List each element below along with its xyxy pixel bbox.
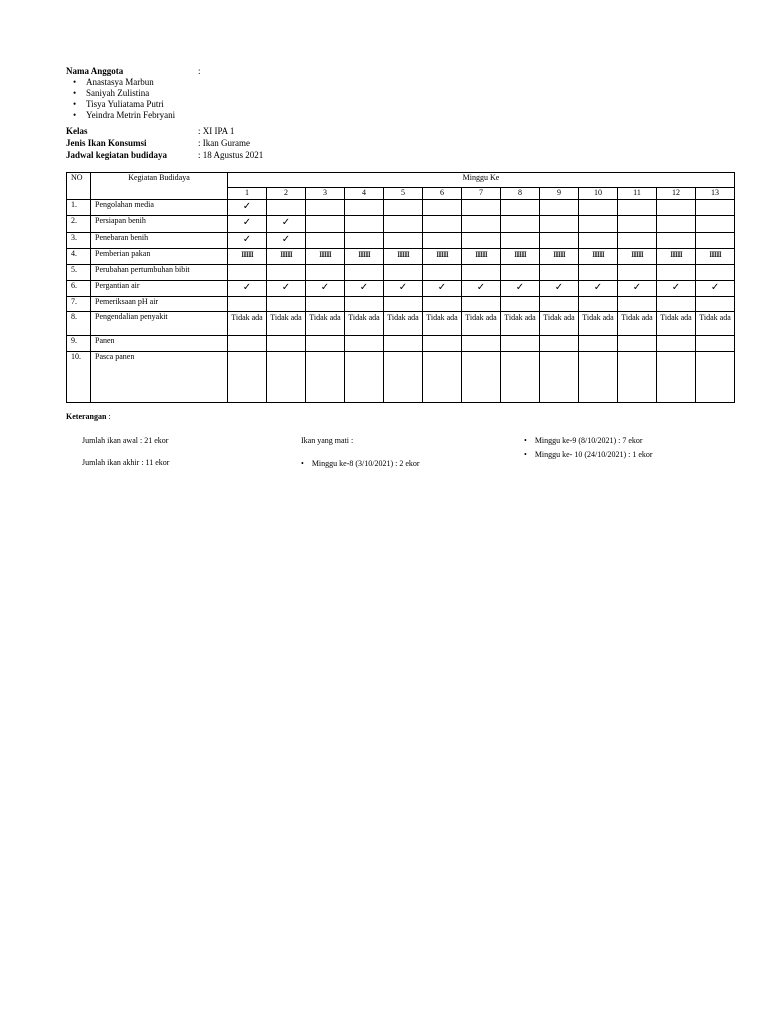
empty-cell <box>345 200 384 216</box>
empty-cell <box>423 233 462 249</box>
row-number: 9. <box>67 336 91 352</box>
check-mark: ✓ <box>228 233 267 249</box>
keterangan <box>66 412 111 421</box>
tally-mark: IIIIIII <box>423 249 462 265</box>
empty-cell <box>618 200 657 216</box>
empty-cell <box>423 336 462 352</box>
status-cell: Tidak ada <box>228 312 267 336</box>
empty-cell <box>345 297 384 312</box>
empty-cell <box>501 352 540 403</box>
empty-cell <box>423 216 462 233</box>
activity-name: Pengolahan media <box>91 200 228 216</box>
empty-cell <box>696 336 735 352</box>
tally-mark: IIIIIII <box>618 249 657 265</box>
keterangan-colon: : <box>106 412 111 421</box>
activity-name: Pasca panen <box>91 352 228 403</box>
empty-cell <box>657 297 696 312</box>
empty-cell <box>462 297 501 312</box>
empty-cell <box>423 297 462 312</box>
empty-cell <box>423 200 462 216</box>
week-header: 7 <box>462 188 501 200</box>
empty-cell <box>306 352 345 403</box>
table-row <box>67 297 735 312</box>
empty-cell <box>579 336 618 352</box>
row-number: 8. <box>67 312 91 336</box>
check-mark: ✓ <box>540 281 579 297</box>
tally-mark: IIIIIII <box>462 249 501 265</box>
status-cell: Tidak ada <box>423 312 462 336</box>
week-header: 10 <box>579 188 618 200</box>
mati-item: • Minggu ke- 10 (24/10/2021) : 1 ekor <box>524 450 653 459</box>
empty-cell <box>579 233 618 249</box>
status-cell: Tidak ada <box>696 312 735 336</box>
status-cell: Tidak ada <box>306 312 345 336</box>
status-cell: Tidak ada <box>345 312 384 336</box>
empty-cell <box>579 216 618 233</box>
empty-cell <box>696 265 735 281</box>
tally-mark: IIIIIII <box>501 249 540 265</box>
row-number: 10. <box>67 352 91 403</box>
status-cell: Tidak ada <box>618 312 657 336</box>
status-cell: Tidak ada <box>267 312 306 336</box>
check-mark: ✓ <box>462 281 501 297</box>
empty-cell <box>618 216 657 233</box>
empty-cell <box>306 216 345 233</box>
week-header: 5 <box>384 188 423 200</box>
empty-cell <box>696 352 735 403</box>
week-header: 9 <box>540 188 579 200</box>
empty-cell <box>345 352 384 403</box>
empty-cell <box>618 336 657 352</box>
tally-mark: IIIIIII <box>657 249 696 265</box>
empty-cell <box>501 216 540 233</box>
empty-cell <box>579 352 618 403</box>
empty-cell <box>540 265 579 281</box>
check-mark: ✓ <box>228 216 267 233</box>
check-mark: ✓ <box>267 233 306 249</box>
table-row <box>67 216 735 233</box>
empty-cell <box>657 200 696 216</box>
empty-cell <box>501 265 540 281</box>
empty-cell <box>501 233 540 249</box>
empty-cell <box>384 297 423 312</box>
table-row <box>67 200 735 216</box>
check-mark: ✓ <box>618 281 657 297</box>
empty-cell <box>384 216 423 233</box>
jenis-ikan-label: Jenis Ikan Konsumsi <box>66 138 147 148</box>
schedule-table <box>66 172 735 403</box>
member-list <box>70 77 175 121</box>
activity-name: Penebaran benih <box>91 233 228 249</box>
keterangan-label: Keterangan <box>66 412 107 421</box>
activity-name: Persiapan benih <box>91 216 228 233</box>
empty-cell <box>579 200 618 216</box>
tally-mark: IIIIIII <box>345 249 384 265</box>
check-mark: ✓ <box>579 281 618 297</box>
empty-cell <box>657 336 696 352</box>
empty-cell <box>657 216 696 233</box>
header-no: NO <box>67 173 91 200</box>
jadwal-label: Jadwal kegiatan budidaya <box>66 150 168 160</box>
tally-mark: IIIIIII <box>384 249 423 265</box>
week-header: 2 <box>267 188 306 200</box>
empty-cell <box>345 265 384 281</box>
table-row <box>67 233 735 249</box>
member-item: • Yeindra Metrin Febryani <box>70 110 175 121</box>
activity-name: Pengendalian penyakit <box>91 312 228 336</box>
activity-name: Pemeriksaan pH air <box>91 297 228 312</box>
empty-cell <box>423 265 462 281</box>
week-header: 11 <box>618 188 657 200</box>
anggota-label: Nama Anggota <box>66 66 124 76</box>
tally-mark: IIIIIII <box>228 249 267 265</box>
member-item: • Anastasya Marbun <box>70 77 175 88</box>
empty-cell <box>306 336 345 352</box>
empty-cell <box>501 200 540 216</box>
empty-cell <box>618 233 657 249</box>
empty-cell <box>696 297 735 312</box>
table-row <box>67 336 735 352</box>
week-header: 6 <box>423 188 462 200</box>
row-number: 5. <box>67 265 91 281</box>
row-number: 3. <box>67 233 91 249</box>
week-header: 13 <box>696 188 735 200</box>
activity-name: Pemberian pakan <box>91 249 228 265</box>
empty-cell <box>306 297 345 312</box>
ikan-mati-label: Ikan yang mati : <box>301 436 354 445</box>
empty-cell <box>345 336 384 352</box>
table-row <box>67 352 735 403</box>
empty-cell <box>306 233 345 249</box>
jenis-ikan-value: : Ikan Gurame <box>198 138 250 148</box>
empty-cell <box>345 233 384 249</box>
empty-cell <box>579 297 618 312</box>
anggota-colon: : <box>198 66 201 76</box>
check-mark: ✓ <box>696 281 735 297</box>
empty-cell <box>267 200 306 216</box>
empty-cell <box>306 200 345 216</box>
empty-cell <box>462 265 501 281</box>
check-mark: ✓ <box>345 281 384 297</box>
empty-cell <box>267 352 306 403</box>
jumlah-akhir: Jumlah ikan akhir : 11 ekor <box>82 458 170 467</box>
empty-cell <box>228 297 267 312</box>
check-mark: ✓ <box>228 200 267 216</box>
empty-cell <box>228 336 267 352</box>
empty-cell <box>267 297 306 312</box>
table-row <box>67 265 735 281</box>
tally-mark: IIIIIII <box>267 249 306 265</box>
table-row <box>67 312 735 336</box>
empty-cell <box>423 352 462 403</box>
empty-cell <box>540 216 579 233</box>
week-header: 12 <box>657 188 696 200</box>
row-number: 1. <box>67 200 91 216</box>
empty-cell <box>384 352 423 403</box>
empty-cell <box>462 233 501 249</box>
empty-cell <box>540 200 579 216</box>
empty-cell <box>462 352 501 403</box>
empty-cell <box>696 233 735 249</box>
kelas-value: : XI IPA 1 <box>198 126 235 136</box>
empty-cell <box>657 352 696 403</box>
empty-cell <box>384 265 423 281</box>
empty-cell <box>267 336 306 352</box>
status-cell: Tidak ada <box>501 312 540 336</box>
empty-cell <box>540 297 579 312</box>
check-mark: ✓ <box>306 281 345 297</box>
empty-cell <box>540 352 579 403</box>
week-header: 4 <box>345 188 384 200</box>
empty-cell <box>384 233 423 249</box>
empty-cell <box>618 352 657 403</box>
status-cell: Tidak ada <box>579 312 618 336</box>
row-number: 7. <box>67 297 91 312</box>
empty-cell <box>657 265 696 281</box>
header-kegiatan: Kegiatan Budidaya <box>91 173 228 200</box>
week-header: 3 <box>306 188 345 200</box>
check-mark: ✓ <box>228 281 267 297</box>
empty-cell <box>384 336 423 352</box>
mati-item: • Minggu ke-8 (3/10/2021) : 2 ekor <box>301 459 420 468</box>
check-mark: ✓ <box>501 281 540 297</box>
week-header: 1 <box>228 188 267 200</box>
tally-mark: IIIIIII <box>696 249 735 265</box>
status-cell: Tidak ada <box>657 312 696 336</box>
empty-cell <box>618 265 657 281</box>
empty-cell <box>462 200 501 216</box>
empty-cell <box>540 233 579 249</box>
empty-cell <box>228 265 267 281</box>
member-item: • Saniyah Zulistina <box>70 88 175 99</box>
activity-name: Perubahan pertumbuhan bibit <box>91 265 228 281</box>
check-mark: ✓ <box>384 281 423 297</box>
empty-cell <box>540 336 579 352</box>
tally-mark: IIIIIII <box>306 249 345 265</box>
empty-cell <box>501 297 540 312</box>
tally-mark: IIIIIII <box>540 249 579 265</box>
empty-cell <box>618 297 657 312</box>
week-header: 8 <box>501 188 540 200</box>
tally-mark: IIIIIII <box>579 249 618 265</box>
row-number: 2. <box>67 216 91 233</box>
empty-cell <box>267 265 306 281</box>
mati-item: • Minggu ke-9 (8/10/2021) : 7 ekor <box>524 436 643 445</box>
empty-cell <box>696 216 735 233</box>
row-number: 6. <box>67 281 91 297</box>
empty-cell <box>462 216 501 233</box>
activity-name: Panen <box>91 336 228 352</box>
empty-cell <box>306 265 345 281</box>
jumlah-awal: Jumlah ikan awal : 21 ekor <box>82 436 169 445</box>
header-minggu: Minggu Ke <box>228 173 735 188</box>
empty-cell <box>345 216 384 233</box>
table-row <box>67 249 735 265</box>
member-item: • Tisya Yuliatama Putri <box>70 99 175 110</box>
check-mark: ✓ <box>657 281 696 297</box>
check-mark: ✓ <box>267 216 306 233</box>
row-number: 4. <box>67 249 91 265</box>
empty-cell <box>579 265 618 281</box>
empty-cell <box>501 336 540 352</box>
empty-cell <box>657 233 696 249</box>
table-row <box>67 281 735 297</box>
empty-cell <box>696 200 735 216</box>
jadwal-value: : 18 Agustus 2021 <box>198 150 264 160</box>
empty-cell <box>228 352 267 403</box>
activity-name: Pergantian air <box>91 281 228 297</box>
check-mark: ✓ <box>423 281 462 297</box>
status-cell: Tidak ada <box>462 312 501 336</box>
kelas-label: Kelas <box>66 126 88 136</box>
empty-cell <box>384 200 423 216</box>
check-mark: ✓ <box>267 281 306 297</box>
status-cell: Tidak ada <box>384 312 423 336</box>
status-cell: Tidak ada <box>540 312 579 336</box>
empty-cell <box>462 336 501 352</box>
